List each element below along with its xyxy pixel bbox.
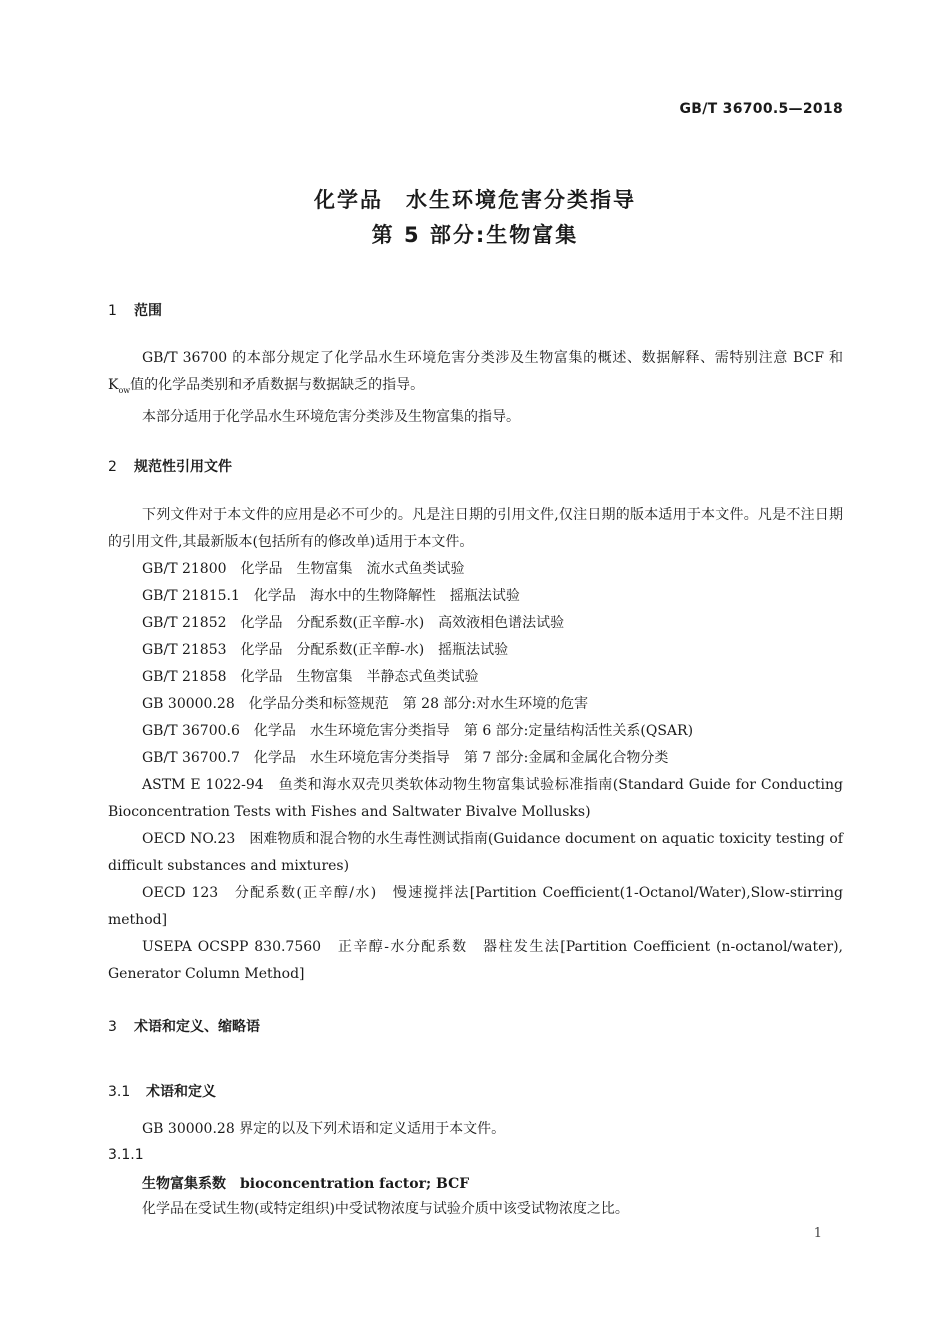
scope-paragraph-1 [108, 345, 843, 404]
section-1-heading [108, 300, 162, 320]
scope-text: GB/T 36700 的本部分规定了化学品水生环境危害分类涉及生物富集的概述、数据解释、需特别注意 BCF 和 K [108, 350, 843, 393]
kow-subscript: ow [118, 385, 131, 395]
reference-item: GB/T 21853 化学品 分配系数(正辛醇-水) 摇瓶法试验 [142, 642, 509, 658]
normative-intro: 下列文件对于本文件的应用是必不可少的。凡是注日期的引用文件,仅注日期的版本适用于本文件。凡是不注日期的引用文件,其最新版本(包括所有的修改单)适用于本文件。 [108, 507, 843, 550]
section-title: 术语和定义 [146, 1084, 216, 1100]
scope-text-tail: 值的化学品类别和矛盾数据与数据缺乏的指导。 [130, 377, 425, 393]
reference-item: OECD 123 分配系数(正辛醇/水) 慢速搅拌法[Partition Coefficient(1-Octanol/Water),Slow-stirring method] [108, 885, 843, 928]
section-1-body [108, 345, 843, 431]
document-title-line1: 化学品 水生环境危害分类指导 [314, 188, 636, 212]
reference-item: USEPA OCSPP 830.7560 正辛醇-水分配系数 器柱发生法[Partition Coefficient (n-octanol/water), Generator Column Method] [108, 939, 843, 982]
section-number: 3.1 [108, 1084, 131, 1100]
page-number: 1 [813, 1226, 822, 1241]
section-number: 1 [108, 303, 117, 319]
reference-item: GB/T 36700.6 化学品 水生环境危害分类指导 第 6 部分:定量结构活性关系(QSAR) [142, 723, 694, 739]
document-title-line2: 第 5 部分:生物富集 [371, 223, 579, 247]
section-3-heading [108, 1016, 260, 1036]
reference-item: GB 30000.28 化学品分类和标签规范 第 28 部分:对水生环境的危害 [142, 696, 589, 712]
term-definition: 化学品在受试生物(或特定组织)中受试物浓度与试验介质中该受试物浓度之比。 [142, 1201, 629, 1217]
reference-item: GB/T 21815.1 化学品 海水中的生物降解性 摇瓶法试验 [142, 588, 520, 604]
section-2-heading [108, 456, 232, 476]
section-2-body [108, 502, 843, 988]
clause-number: 3.1.1 [108, 1147, 144, 1163]
section-number: 2 [108, 459, 117, 475]
reference-item: GB/T 21852 化学品 分配系数(正辛醇-水) 高效液相色谱法试验 [142, 615, 565, 631]
scope-paragraph-2: 本部分适用于化学品水生环境危害分类涉及生物富集的指导。 [142, 408, 520, 425]
reference-item: GB/T 36700.7 化学品 水生环境危害分类指导 第 7 部分:金属和金属化合物分类 [142, 750, 669, 766]
terms-intro: GB 30000.28 界定的以及下列术语和定义适用于本文件。 [142, 1121, 506, 1137]
reference-item: GB/T 21858 化学品 生物富集 半静态式鱼类试验 [142, 669, 479, 685]
reference-item: OECD NO.23 困难物质和混合物的水生毒性测试指南(Guidance document on aquatic toxicity testing of difficult substances and mixtures) [108, 831, 843, 874]
term-chinese: 生物富集系数 [142, 1176, 226, 1192]
section-title: 术语和定义、缩略语 [134, 1019, 260, 1035]
section-title: 范围 [134, 303, 162, 319]
reference-item: ASTM E 1022-94 鱼类和海水双壳贝类软体动物生物富集试验标准指南(Standard Guide for Conducting Bioconcentration Tests with Fishes and Saltwater Bivalve Mollusks) [108, 777, 843, 820]
section-3-1-body [108, 1116, 843, 1143]
standard-number: GB/T 36700.5—2018 [679, 101, 843, 117]
reference-item: GB/T 21800 化学品 生物富集 流水式鱼类试验 [142, 561, 465, 577]
term-entry [142, 1173, 469, 1193]
section-3-1-heading [108, 1081, 216, 1101]
term-english: bioconcentration factor; BCF [240, 1176, 470, 1192]
section-number: 3 [108, 1019, 117, 1035]
section-title: 规范性引用文件 [134, 459, 232, 475]
